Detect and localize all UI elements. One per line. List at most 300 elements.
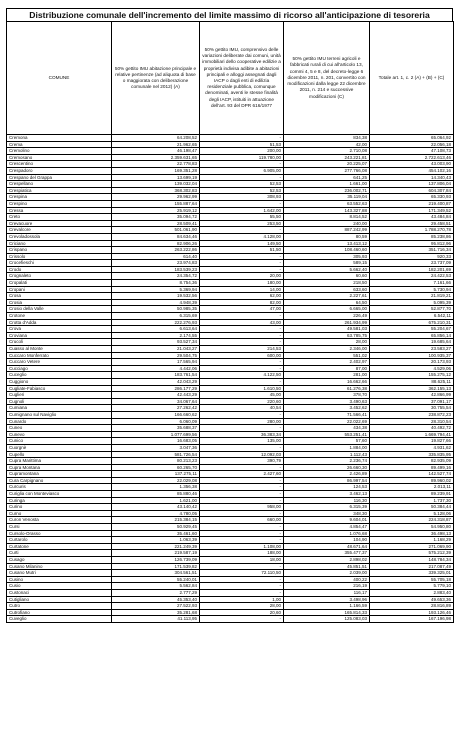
table-row [7, 207, 454, 214]
cell-a: 8.754,36 [112, 280, 200, 287]
cell-a: 41.113,95 [112, 616, 200, 623]
cell-total: 454.102,16 [370, 167, 454, 174]
table-body [7, 135, 454, 623]
table-row [7, 444, 454, 451]
cell-a: 2.174,55 [112, 332, 200, 339]
cell-a: 3.047,36 [112, 444, 200, 451]
table-row [7, 247, 454, 254]
cell-a: 155.887,64 [112, 200, 200, 207]
table-row [7, 563, 454, 570]
cell-b: 45,00 [200, 392, 284, 399]
cell-comune: Cuggiono [7, 378, 112, 385]
cell-b: - [200, 227, 284, 234]
table-row [7, 148, 454, 155]
cell-b: 20,60 [200, 609, 284, 616]
table-row [7, 458, 454, 465]
cell-comune: Cuccaro Vetere [7, 359, 112, 366]
cell-a: 126.739,09 [112, 557, 200, 564]
cell-comune: Crispano [7, 247, 112, 254]
column-header-c: 50% gettito IMU terreni agricoli e fabbricati rurali di cui all'articolo 13, commi 4, 5 e 8, del decreto-legge 6 dicembre 2011, n. 201, convertito con modificazioni dalla legge 22 dicembre 2011, n. 214 e successive modificazioni (C) [284, 22, 370, 135]
table-row [7, 537, 454, 544]
cell-c: 281,00 [284, 372, 370, 379]
table-row [7, 543, 454, 550]
cell-total: 23.583,27 [370, 346, 454, 353]
cell-total: 85.238,86 [370, 233, 454, 240]
cell-total: 89.239,91 [370, 491, 454, 498]
cell-a: 42.043,29 [112, 378, 200, 385]
table-row [7, 504, 454, 511]
cell-comune: Cuccaro Monferrato [7, 352, 112, 359]
cell-c: 3.498,96 [284, 596, 370, 603]
cell-b: - [200, 497, 284, 504]
cell-b: 958,00 [200, 504, 284, 511]
cell-b: 47,00 [200, 306, 284, 313]
cell-a: 13.699,19 [112, 174, 200, 181]
cell-total: 575.212,39 [370, 550, 454, 557]
cell-a: 80.213,23 [112, 458, 200, 465]
cell-c: 1.166,59 [284, 603, 370, 610]
cell-c: 1.661,00 [284, 181, 370, 188]
cell-comune: Cunico [7, 438, 112, 445]
cell-c: 26.660,30 [284, 464, 370, 471]
cell-c: 87,00 [284, 365, 370, 372]
cell-b: - [200, 510, 284, 517]
cell-comune: Crocefieschi [7, 260, 112, 267]
table-row [7, 174, 454, 181]
cell-total: 19.685,64 [370, 339, 454, 346]
table-row [7, 233, 454, 240]
cell-comune: Cuasso al Monte [7, 346, 112, 353]
cell-total: 82.935,09 [370, 458, 454, 465]
cell-a: 137.275,11 [112, 471, 200, 478]
cell-c: 61.276,38 [284, 385, 370, 392]
cell-b: 119.780,00 [200, 154, 284, 161]
cell-total: 55.705,18 [370, 576, 454, 583]
cell-b: - [200, 378, 284, 385]
cell-c: 887.242,99 [284, 227, 370, 234]
cell-total: 28.816,89 [370, 603, 454, 610]
cell-b: 600,00 [200, 352, 284, 359]
cell-b: 1.642,00 [200, 207, 284, 214]
cell-comune: Cusino [7, 576, 112, 583]
cell-c: 49.581,03 [284, 326, 370, 333]
cell-b: 135,00 [200, 438, 284, 445]
cell-a: 1.077.699,56 [112, 431, 200, 438]
cell-b: 12.092,03 [200, 451, 284, 458]
cell-c: 834,38 [284, 135, 370, 142]
cell-a: 42.443,29 [112, 392, 200, 399]
table-row [7, 471, 454, 478]
table-row [7, 385, 454, 392]
cell-b: 18,00 [200, 557, 284, 564]
cell-comune: Cupra Montana [7, 464, 112, 471]
cell-total: 50.384,44 [370, 504, 454, 511]
cell-a: 304.561,51 [112, 570, 200, 577]
cell-c: 589,15 [284, 260, 370, 267]
table-row [7, 576, 454, 583]
table-row [7, 240, 454, 247]
cell-comune: Crova [7, 326, 112, 333]
cell-b: 62,00 [200, 293, 284, 300]
cell-total: 5.128,06 [370, 510, 454, 517]
cell-comune: Crucoli [7, 339, 112, 346]
cell-c: 71.566,41 [284, 411, 370, 418]
cell-comune: Cuglieri [7, 392, 112, 399]
cell-a: 139.032,04 [112, 181, 200, 188]
cell-c: 48.671,64 [284, 543, 370, 550]
cell-a: 50.985,35 [112, 306, 200, 313]
cell-b: 280,00 [200, 418, 284, 425]
cell-b: 82,00 [200, 299, 284, 306]
cell-a: 28.509,41 [112, 220, 200, 227]
table-row [7, 187, 454, 194]
cell-total: 5.095,39 [370, 299, 454, 306]
cell-b: - [200, 589, 284, 596]
cell-comune: Crotone [7, 313, 112, 320]
cell-comune: Cremolino [7, 148, 112, 155]
cell-comune: Cressa [7, 207, 112, 214]
cell-total: 7.161,66 [370, 280, 454, 287]
cell-total: 351.716,34 [370, 247, 454, 254]
cell-total: 4.529,06 [370, 365, 454, 372]
cell-c: 378,70 [284, 392, 370, 399]
cell-comune: Crosia [7, 299, 112, 306]
cell-comune: Cumignano sul Naviglio [7, 411, 112, 418]
cell-b: - [200, 491, 284, 498]
cell-a: 581.726,54 [112, 451, 200, 458]
cell-total: 88.625,11 [370, 378, 454, 385]
table-row [7, 352, 454, 359]
cell-a: 183.761,54 [112, 372, 200, 379]
cell-b: 40,54 [200, 405, 284, 412]
cell-c: 8.814,52 [284, 214, 370, 221]
cell-total: 43.003,90 [370, 161, 454, 168]
cell-total: 19.827,66 [370, 438, 454, 445]
cell-c: 243.221,81 [284, 154, 370, 161]
table-row [7, 286, 454, 293]
cell-a: 2.777,29 [112, 589, 200, 596]
cell-total: 24.422,53 [370, 273, 454, 280]
cell-b: - [200, 332, 284, 339]
cell-b: 6.905,00 [200, 167, 284, 174]
cell-total: 21.819,21 [370, 293, 454, 300]
cell-total: 675.210,31 [370, 319, 454, 326]
cell-b: 214,53 [200, 346, 284, 353]
cell-b: - [200, 253, 284, 260]
cell-a: 29.962,99 [112, 194, 200, 201]
cell-total: 171.349,52 [370, 207, 454, 214]
table-row [7, 616, 454, 623]
table-row [7, 220, 454, 227]
table-row [7, 589, 454, 596]
cell-c: 86.997,54 [284, 477, 370, 484]
cell-b: - [200, 477, 284, 484]
cell-c: 3.490,63 [284, 398, 370, 405]
cell-a: 2.359.631,65 [112, 154, 200, 161]
cell-a: 169.351,28 [112, 167, 200, 174]
cell-comune: Cusago [7, 557, 112, 564]
cell-comune: Crescentino [7, 161, 112, 168]
table-row [7, 583, 454, 590]
table-row [7, 464, 454, 471]
cell-total: 52.877,70 [370, 306, 454, 313]
cell-a: 263.222,86 [112, 247, 200, 254]
table-row [7, 293, 454, 300]
table-row [7, 141, 454, 148]
cell-comune: Cupra Marittima [7, 458, 112, 465]
cell-comune: Cura Carpignano [7, 477, 112, 484]
cell-c: 1.076,68 [284, 530, 370, 537]
cell-b: - [200, 359, 284, 366]
cell-a: 1.621,00 [112, 497, 200, 504]
cell-comune: Cropani [7, 286, 112, 293]
cell-b: - [200, 444, 284, 451]
table-row [7, 510, 454, 517]
table-row [7, 319, 454, 326]
cell-c: 261.934,99 [284, 319, 370, 326]
cell-a: 93.527,34 [112, 339, 200, 346]
cell-comune: Cusio [7, 583, 112, 590]
cell-c: 3.452,62 [284, 405, 370, 412]
table-row [7, 530, 454, 537]
cell-total: 54.950,80 [370, 524, 454, 531]
cell-comune: Cutigliano [7, 596, 112, 603]
cell-c: 551,02 [284, 352, 370, 359]
cell-c: 124,53 [284, 484, 370, 491]
cell-a: 25.919,12 [112, 207, 200, 214]
cell-total: 148.784,34 [370, 557, 454, 564]
cell-b: - [200, 537, 284, 544]
cell-comune: Crotta d'Adda [7, 319, 112, 326]
cell-b: - [200, 411, 284, 418]
cell-a: 219.587,19 [112, 550, 200, 557]
cell-a: 17.565,94 [112, 359, 200, 366]
cell-a: 22.778,83 [112, 161, 200, 168]
table-row [7, 517, 454, 524]
cell-comune: Cupello [7, 451, 112, 458]
table-row [7, 332, 454, 339]
cell-a: 35.461,60 [112, 530, 200, 537]
cell-total: 95.812,96 [370, 240, 454, 247]
cell-c: 165.814,33 [284, 609, 370, 616]
table-row [7, 431, 454, 438]
table-row [7, 372, 454, 379]
cell-b: 188,00 [200, 550, 284, 557]
cell-b: 52,53 [200, 181, 284, 188]
cell-a: 82.906,26 [112, 240, 200, 247]
cell-c: 125.083,03 [284, 616, 370, 623]
cell-c: 108.460,60 [284, 247, 370, 254]
cell-b: 1,00 [200, 596, 284, 603]
table-row [7, 135, 454, 142]
cell-comune: Croviana [7, 332, 112, 339]
cell-comune: Crevalcore [7, 227, 112, 234]
cell-c: 20.225,07 [284, 161, 370, 168]
cell-b: - [200, 365, 284, 372]
table-row [7, 609, 454, 616]
cell-c: 216,19 [284, 583, 370, 590]
cell-a: 27.522,93 [112, 603, 200, 610]
cell-a: 55.240,01 [112, 576, 200, 583]
cell-total: 47.108,73 [370, 148, 454, 155]
cell-a: 64.208,52 [112, 135, 200, 142]
cell-a: 215.384,15 [112, 517, 200, 524]
cell-a: 84.634,46 [112, 233, 200, 240]
table-row [7, 227, 454, 234]
cell-c: 143.327,88 [284, 207, 370, 214]
cell-a: 614,40 [112, 253, 200, 260]
table-row [7, 418, 454, 425]
cell-comune: Crissolo [7, 253, 112, 260]
cell-a: 166.660,62 [112, 411, 200, 418]
table-row [7, 405, 454, 412]
cell-a: 6.315,69 [112, 313, 200, 320]
table-row [7, 550, 454, 557]
cell-c: 60,60 [284, 273, 370, 280]
cell-c: 28,00 [284, 339, 370, 346]
cell-a: 24.354,72 [112, 273, 200, 280]
cell-a: 222.276,93 [112, 319, 200, 326]
document-page [6, 8, 453, 623]
cell-comune: Cuceglio [7, 372, 112, 379]
table-row [7, 346, 454, 353]
cell-total: 4.931,62 [370, 444, 454, 451]
table-row [7, 438, 454, 445]
cell-b: 36.383,34 [200, 431, 284, 438]
cell-c: 400,22 [284, 576, 370, 583]
cell-b: - [200, 135, 284, 142]
cell-total: 30.755,54 [370, 405, 454, 412]
cell-a: 1.063,39 [112, 537, 200, 544]
table-row [7, 359, 454, 366]
cell-a: 5.562,84 [112, 583, 200, 590]
cell-b: 51,53 [200, 141, 284, 148]
table-row [7, 570, 454, 577]
table-row [7, 280, 454, 287]
cell-b: - [200, 484, 284, 491]
cell-b: - [200, 616, 284, 623]
cell-comune: Cupramontana [7, 471, 112, 478]
cell-b: 180,00 [200, 280, 284, 287]
cell-c: 633,60 [284, 286, 370, 293]
cell-b: - [200, 464, 284, 471]
cell-total: 22.056,18 [370, 141, 454, 148]
column-header-comune: COMUNE [7, 22, 112, 135]
cell-b: 51,50 [200, 247, 284, 254]
cell-comune: Crespano del Grappa [7, 174, 112, 181]
cell-total: 14.340,43 [370, 174, 454, 181]
cell-a: 4.948,39 [112, 299, 200, 306]
cell-total: 23.737,09 [370, 260, 454, 267]
table-row [7, 497, 454, 504]
cell-a: 27.262,42 [112, 405, 200, 412]
cell-total: 137.806,04 [370, 181, 454, 188]
cell-total: 89.499,16 [370, 464, 454, 471]
cell-a: 5.369,94 [112, 286, 200, 293]
cell-c: 277.766,08 [284, 167, 370, 174]
cell-total: 36.498,13 [370, 530, 454, 537]
cell-total: 6.542,11 [370, 313, 454, 320]
cell-total: 28.310,54 [370, 418, 454, 425]
cell-b: 20,00 [200, 273, 284, 280]
cell-a: 34.067,64 [112, 398, 200, 405]
cell-c: 236.002,71 [284, 187, 370, 194]
cell-c: 22.022,69 [284, 418, 370, 425]
cell-c: 57,60 [284, 438, 370, 445]
cell-comune: Crosa [7, 293, 112, 300]
table-row [7, 306, 454, 313]
cell-b: 4.128,00 [200, 233, 284, 240]
cell-total: 40.492,72 [370, 425, 454, 432]
cell-comune: Curino [7, 504, 112, 511]
cell-b: - [200, 161, 284, 168]
cell-a: 60.265,70 [112, 464, 200, 471]
column-header-a: 50% gettito IMU abitazione principale e relative pertinenze (ad aliquota di base o maggiorata con deliberazione comunale nel 2012) (A) [112, 22, 200, 135]
cell-c: 641,25 [284, 174, 370, 181]
cell-total: 89.960,02 [370, 477, 454, 484]
cell-a: 6.060,09 [112, 418, 200, 425]
cell-b: 200,00 [200, 148, 284, 155]
table-row [7, 392, 454, 399]
cell-total: 65.856,14 [370, 332, 454, 339]
table-row [7, 411, 454, 418]
cell-b: 55,50 [200, 214, 284, 221]
cell-a: 19.532,56 [112, 293, 200, 300]
cell-b: - [200, 200, 284, 207]
cell-b: 2.427,60 [200, 471, 284, 478]
cell-c: 434,38 [284, 425, 370, 432]
cell-a: 23.974,83 [112, 260, 200, 267]
cell-b: - [200, 260, 284, 267]
cell-c: 116,30 [284, 497, 370, 504]
cell-comune: Cremona [7, 135, 112, 142]
cell-comune: Cutro [7, 603, 112, 610]
cell-c: 45.851,51 [284, 563, 370, 570]
cell-total: 920,33 [370, 253, 454, 260]
cell-b: 220,60 [200, 398, 284, 405]
cell-b: 390,79 [200, 458, 284, 465]
cell-total: 42.866,99 [370, 392, 454, 399]
column-header-b: 50% gettito IMU, comprensivo delle variazioni deliberate dai comuni, unità immobiliari dello cooperative edilizie a proprietà indivisa adibite a abitazioni principali e alloggi assegnati dagli IACP o dagli enti di edilizia residenziale pubblica, comunque denominati, aventi le stesse finalità degli IACP, istituiti in attuazione dell'art. 93 del DPR 616/1977 [200, 22, 284, 135]
table-row [7, 484, 454, 491]
table-row [7, 491, 454, 498]
table-row [7, 194, 454, 201]
cell-total: 217.087,49 [370, 563, 454, 570]
table-row [7, 524, 454, 531]
cell-a: 4.780,05 [112, 510, 200, 517]
cell-c: 63.785,75 [284, 332, 370, 339]
cell-a: 29.504,75 [112, 352, 200, 359]
column-header-total: Totale art. 1, c. 2 (A) + (B) + (C) [370, 22, 454, 135]
cell-a: 22.029,08 [112, 477, 200, 484]
cell-comune: Creto [7, 214, 112, 221]
cell-comune: Cunevo [7, 431, 112, 438]
cell-comune: Cursi [7, 524, 112, 531]
cell-c: 348,30 [284, 510, 370, 517]
cell-a: 4.442,06 [112, 365, 200, 372]
cell-total: 604.307,84 [370, 187, 454, 194]
cell-comune: Cuorgnè [7, 444, 112, 451]
cell-comune: Crosio della Valle [7, 306, 112, 313]
cell-c: 305,93 [284, 253, 370, 260]
table-row [7, 181, 454, 188]
cell-c: 6.665,00 [284, 306, 370, 313]
table-row [7, 378, 454, 385]
cell-comune: Cropalati [7, 280, 112, 287]
table-row [7, 596, 454, 603]
cell-a: 171.539,82 [112, 563, 200, 570]
cell-a: 221.249,39 [112, 543, 200, 550]
